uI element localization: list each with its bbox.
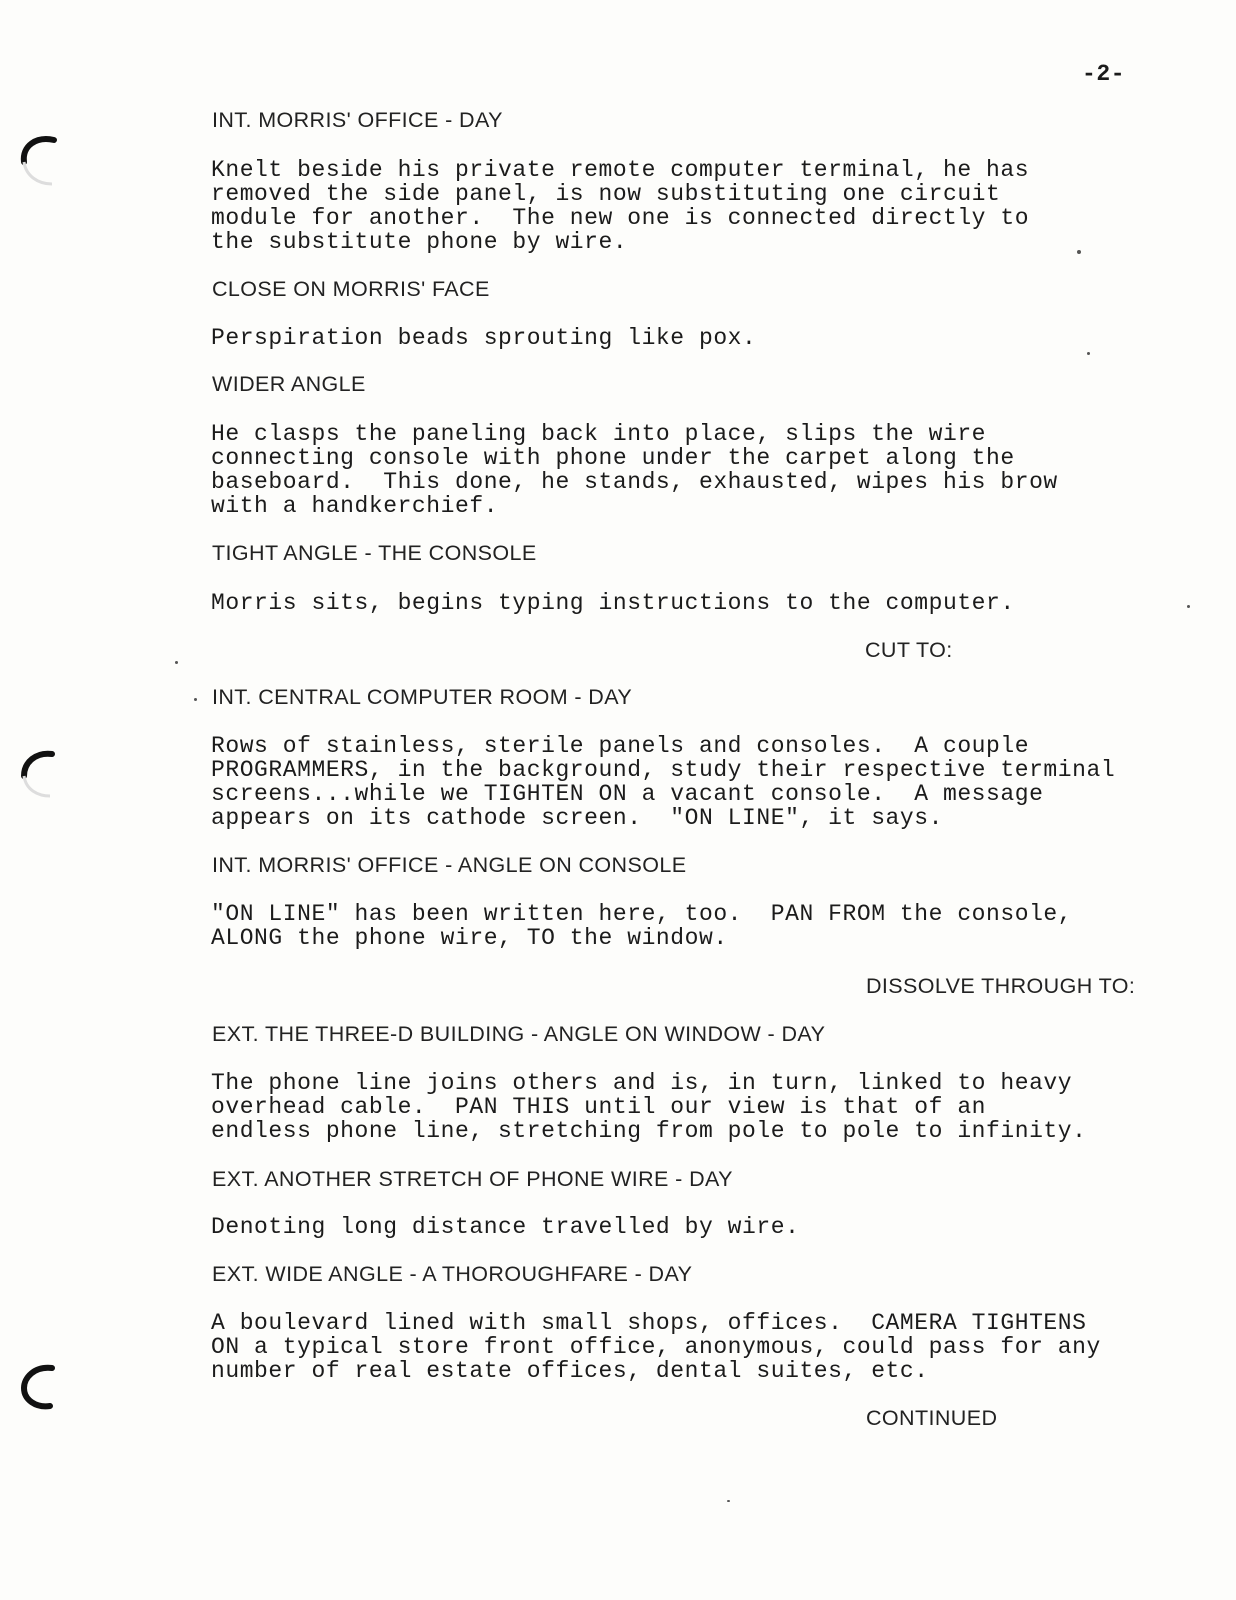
continued-marker: CONTINUED bbox=[866, 1406, 998, 1430]
action-line: He clasps the paneling back into place, slips the wire bbox=[211, 421, 987, 447]
scene-heading: CLOSE ON MORRIS' FACE bbox=[212, 277, 490, 301]
scene-heading: EXT. ANOTHER STRETCH OF PHONE WIRE - DAY bbox=[212, 1167, 733, 1191]
action-line: Rows of stainless, sterile panels and consoles. A couple bbox=[211, 733, 1030, 759]
transition: DISSOLVE THROUGH TO: bbox=[866, 974, 1136, 998]
transition: CUT TO: bbox=[865, 638, 953, 662]
action-line: connecting console with phone under the carpet along the bbox=[211, 445, 1015, 471]
scene-heading: EXT. THE THREE-D BUILDING - ANGLE ON WINDOW - DAY bbox=[212, 1022, 826, 1046]
action-line: removed the side panel, is now substituting one circuit bbox=[211, 181, 1001, 207]
scene-heading: INT. MORRIS' OFFICE - DAY bbox=[212, 108, 503, 132]
action-line: "ON LINE" has been written here, too. PAN FROM the console, bbox=[211, 901, 1073, 927]
action-line: baseboard. This done, he stands, exhausted, wipes his brow bbox=[211, 469, 1058, 495]
action-line: with a handkerchief. bbox=[211, 493, 499, 519]
scene-heading: TIGHT ANGLE - THE CONSOLE bbox=[212, 541, 537, 565]
action-line: PROGRAMMERS, in the background, study their respective terminal bbox=[211, 757, 1116, 783]
scene-heading: INT. CENTRAL COMPUTER ROOM - DAY bbox=[212, 685, 633, 709]
action-line: number of real estate offices, dental suites, etc. bbox=[211, 1358, 929, 1384]
action-line: Denoting long distance travelled by wire. bbox=[211, 1214, 800, 1240]
action-line: ALONG the phone wire, TO the window. bbox=[211, 925, 728, 951]
scene-heading: INT. MORRIS' OFFICE - ANGLE ON CONSOLE bbox=[212, 853, 687, 877]
action-line: module for another. The new one is connected directly to bbox=[211, 205, 1030, 231]
speck bbox=[1087, 352, 1090, 355]
speck bbox=[1077, 250, 1081, 254]
binder-hole-mark-middle bbox=[14, 746, 60, 806]
action-line: ON a typical store front office, anonymous, could pass for any bbox=[211, 1334, 1101, 1360]
action-line: screens...while we TIGHTEN ON a vacant console. A message bbox=[211, 781, 1044, 807]
action-line: Perspiration beads sprouting like pox. bbox=[211, 325, 757, 351]
speck bbox=[194, 698, 197, 701]
page-number: -2- bbox=[1082, 61, 1126, 87]
action-line: the substitute phone by wire. bbox=[211, 229, 628, 255]
speck bbox=[727, 1500, 730, 1502]
scene-heading: EXT. WIDE ANGLE - A THOROUGHFARE - DAY bbox=[212, 1262, 693, 1286]
speck bbox=[175, 661, 178, 664]
action-line: A boulevard lined with small shops, offices. CAMERA TIGHTENS bbox=[211, 1310, 1087, 1336]
action-line: Knelt beside his private remote computer terminal, he has bbox=[211, 157, 1030, 183]
speck bbox=[1187, 605, 1190, 608]
action-line: appears on its cathode screen. "ON LINE", it says. bbox=[211, 805, 943, 831]
scene-heading: WIDER ANGLE bbox=[212, 372, 366, 396]
action-line: Morris sits, begins typing instructions to the computer. bbox=[211, 590, 1015, 616]
action-line: endless phone line, stretching from pole to pole to infinity. bbox=[211, 1118, 1087, 1144]
binder-hole-mark-bottom bbox=[14, 1358, 60, 1418]
binder-hole-mark-top bbox=[14, 132, 60, 192]
action-line: overhead cable. PAN THIS until our view is that of an bbox=[211, 1094, 987, 1120]
action-line: The phone line joins others and is, in turn, linked to heavy bbox=[211, 1070, 1073, 1096]
